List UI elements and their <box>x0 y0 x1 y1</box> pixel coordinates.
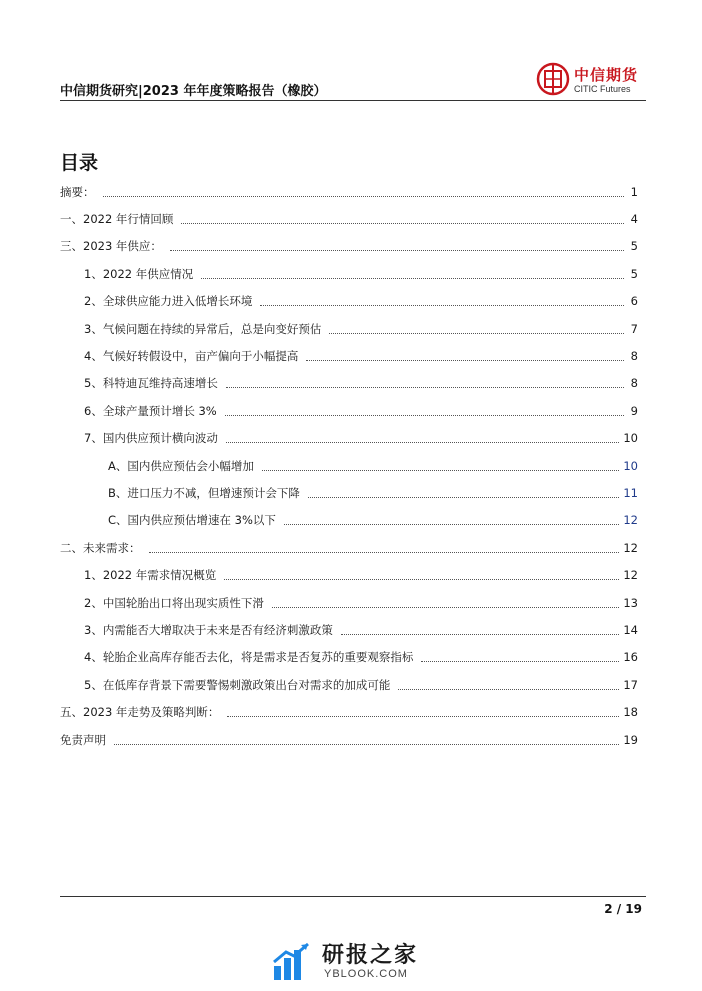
toc-entry[interactable] <box>60 616 638 643</box>
toc-entry[interactable] <box>60 397 638 424</box>
toc-entry-page: 8 <box>630 376 638 391</box>
toc-entry[interactable] <box>60 425 638 452</box>
toc-entry[interactable] <box>60 370 638 397</box>
toc-entry[interactable] <box>60 534 638 561</box>
toc-leader-dots <box>170 249 624 251</box>
toc-entry-label: 1、2022 年需求情况概览 <box>84 568 217 583</box>
toc-leader-dots <box>227 715 619 717</box>
toc-entry-page: 6 <box>630 294 638 309</box>
toc-entry-page: 5 <box>630 266 638 281</box>
toc-entry-label: B、进口压力不减，但增速预计会下降 <box>108 485 300 500</box>
toc-heading: 目录 <box>60 152 99 174</box>
toc-entry-label: 7、国内供应预计横向波动 <box>84 431 218 446</box>
toc-leader-dots <box>226 386 624 388</box>
toc-entry-label: 摘要： <box>60 184 95 199</box>
page-number: 2 / 19 <box>604 902 642 916</box>
footer-divider <box>60 896 646 897</box>
toc-entry-page: 19 <box>623 732 638 747</box>
toc-entry-page: 14 <box>623 622 638 637</box>
toc-entry-label: 五、2023 年走势及策略判断： <box>60 705 220 720</box>
toc-entry-label: A、国内供应预估会小幅增加 <box>108 458 254 473</box>
toc-entry-page: 7 <box>630 321 638 336</box>
toc-entry-page: 12 <box>623 540 638 555</box>
toc-leader-dots <box>306 359 624 361</box>
toc-entry-label: 二、未来需求： <box>60 540 141 555</box>
toc-entry-label: 三、2023 年供应： <box>60 239 162 254</box>
toc-entry-page: 13 <box>623 595 638 610</box>
header-divider <box>60 100 646 101</box>
toc-entry-label: 2、全球供应能力进入低增长环境 <box>84 294 253 309</box>
toc-entry-page: 18 <box>623 705 638 720</box>
toc-leader-dots <box>226 441 620 443</box>
toc-leader-dots <box>181 222 624 224</box>
toc-entry[interactable] <box>60 315 638 342</box>
toc-entry-label: 一、2022 年行情回顾 <box>60 212 174 227</box>
logo-english-name: CITIC Futures <box>574 84 631 94</box>
toc-entry[interactable] <box>60 644 638 671</box>
toc-entry[interactable] <box>60 233 638 260</box>
logo-chinese-name: 中信期货 <box>574 66 639 84</box>
toc-leader-dots <box>308 496 619 498</box>
toc-entry-page: 17 <box>623 677 638 692</box>
toc-entry-label: 6、全球产量预计增长 3% <box>84 403 217 418</box>
toc-leader-dots <box>103 195 625 197</box>
watermark <box>270 938 440 986</box>
toc-leader-dots <box>262 469 619 471</box>
toc-leader-dots <box>341 633 620 635</box>
toc-entry[interactable] <box>60 260 638 287</box>
toc-entry-label: 免责声明 <box>60 732 106 747</box>
toc-entry[interactable] <box>60 589 638 616</box>
toc-entry[interactable] <box>60 342 638 369</box>
toc-entry-label: C、国内供应预估增速在 3%以下 <box>108 513 276 528</box>
toc-entry[interactable] <box>60 507 638 534</box>
toc-entry[interactable] <box>60 452 638 479</box>
toc-entry[interactable] <box>60 671 638 698</box>
citic-emblem-icon <box>536 62 570 96</box>
toc-entry[interactable] <box>60 479 638 506</box>
toc-entry-label: 4、气候好转假设中，亩产偏向于小幅提高 <box>84 349 299 364</box>
toc-leader-dots <box>260 304 624 306</box>
toc-entry-page: 1 <box>630 184 638 199</box>
toc-entry-label: 2、中国轮胎出口将出现实质性下滑 <box>84 595 264 610</box>
toc-leader-dots <box>114 743 619 745</box>
toc-entry-page: 9 <box>630 403 638 418</box>
page-header <box>60 60 646 102</box>
toc-leader-dots <box>272 606 620 608</box>
toc-leader-dots <box>329 332 624 334</box>
toc-entry[interactable] <box>60 698 638 725</box>
toc-leader-dots <box>398 688 619 690</box>
watermark-chinese-text: 研报之家 <box>322 943 419 968</box>
toc-leader-dots <box>201 277 624 279</box>
toc-leader-dots <box>225 414 624 416</box>
bar-chart-logo-icon <box>270 940 314 984</box>
toc-entry-label: 3、气候问题在持续的异常后，总是向变好预估 <box>84 321 322 336</box>
toc-entry-label: 4、轮胎企业高库存能否去化，将是需求是否复苏的重要观察指标 <box>84 650 414 665</box>
toc-entry-label: 1、2022 年供应情况 <box>84 266 194 281</box>
toc-entry-page: 11 <box>623 485 638 500</box>
toc-entry-page: 10 <box>623 431 638 446</box>
toc-entry[interactable] <box>60 288 638 315</box>
toc-leader-dots <box>284 523 619 525</box>
table-of-contents <box>60 178 638 753</box>
header-title: 中信期货研究|2023 年年度策略报告（橡胶） <box>60 84 327 99</box>
citic-futures-logo <box>536 60 646 100</box>
toc-entry-page: 12 <box>623 513 638 528</box>
watermark-url: YBLOOK.COM <box>324 968 408 980</box>
toc-entry[interactable] <box>60 726 638 753</box>
toc-entry-page: 10 <box>623 458 638 473</box>
toc-entry[interactable] <box>60 561 638 588</box>
toc-entry-page: 16 <box>623 650 638 665</box>
toc-entry-page: 8 <box>630 349 638 364</box>
toc-leader-dots <box>224 578 619 580</box>
toc-entry[interactable] <box>60 205 638 232</box>
toc-entry-page: 4 <box>630 212 638 227</box>
toc-entry-label: 3、内需能否大增取决于未来是否有经济刺激政策 <box>84 622 333 637</box>
toc-leader-dots <box>149 551 620 553</box>
toc-entry-page: 5 <box>630 239 638 254</box>
toc-entry-page: 12 <box>623 568 638 583</box>
toc-entry-label: 5、在低库存背景下需要警惕刺激政策出台对需求的加成可能 <box>84 677 391 692</box>
toc-entry-label: 5、科特迪瓦维持高速增长 <box>84 376 218 391</box>
toc-leader-dots <box>421 660 619 662</box>
toc-entry[interactable] <box>60 178 638 205</box>
